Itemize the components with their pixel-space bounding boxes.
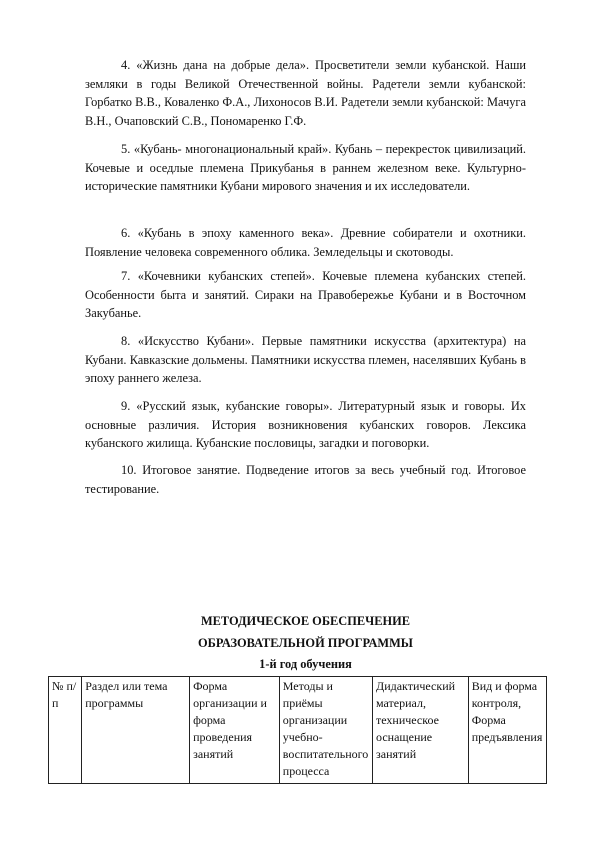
header-cell-number: № п/п [49, 677, 82, 784]
paragraph-title: «Кочевники кубанских степей» [137, 269, 312, 283]
paragraph-8: 8. «Искусство Кубани». Первые памятники искусства (архитектура) на Кубани. Кавказские дольмены. Памятники искусства племен, населявших Кубань в эпоху раннего железа. [85, 334, 527, 386]
year-of-study-label: 1-й год обучения [259, 657, 352, 671]
paragraph-6: 6. «Кубань в эпоху каменного века». Древние собиратели и охотники. Появление человека современного облика. Земледельцы и скотоводы. [85, 226, 526, 259]
header-cell-methods: Методы и приёмы организации учебно-воспитательного процесса [279, 677, 372, 784]
paragraph-title: «Искусство Кубани» [137, 334, 252, 348]
paragraph-title: «Кубань в эпоху каменного века» [137, 226, 331, 240]
section-heading-line2: ОБРАЗОВАТЕЛЬНОЙ ПРОГРАММЫ [198, 636, 413, 650]
paragraph-5: 5. «Кубань- многонациональный край». Кубань – перекресток цивилизаций. Кочевые и оседлые племена Прикубанья в раннем железном веке. Культурно-исторические памятники Кубани мирового значения и их исследователи. [85, 142, 527, 194]
section-heading-line1: МЕТОДИЧЕСКОЕ ОБЕСПЕЧЕНИЕ [200, 614, 411, 628]
paragraph-title: «Русский язык, кубанские говоры» [136, 399, 330, 413]
paragraph-title: «Жизнь дана на добрые дела» [136, 58, 306, 72]
paragraph-title: «Кубань- многонациональный край» [133, 142, 329, 156]
paragraph-7: 7. «Кочевники кубанских степей». Кочевые племена кубанских степей. Особенности быта и занятий. Сираки на Правобережье Кубани и в Восточном Закубанье. [85, 269, 526, 321]
header-cell-materials: Дидактический материал, техническое оснащение занятий [373, 677, 469, 784]
header-cell-form: Форма организации и форма проведения занятий [190, 677, 280, 784]
paragraph-9: 9. «Русский язык, кубанские говоры». Литературный язык и говоры. Их основные различия. История возникновения кубанских говоров. Лексика кубанского жилища. Кубанские пословицы, загадки и поговорки. [85, 399, 527, 451]
header-cell-control: Вид и форма контроля, Форма предъявления [468, 677, 546, 784]
paragraph-4: 4. «Жизнь дана на добрые дела». Просветители земли кубанской. Наши земляки в годы Великой Отечественной войны. Радетели земли кубанской: Горбатко В.В., Коваленко Ф.А., Лихоносов В.И. Радетели земли кубанской: Мачуга В.Н., Очаповский С.В., Пономаренко Г.Ф. [85, 58, 527, 128]
paragraph-10: 10. Итоговое занятие. Подведение итогов за весь учебный год. Итоговое тестирование. [85, 463, 526, 496]
table-header-row [49, 677, 547, 784]
methodology-table [48, 676, 547, 784]
header-cell-section: Раздел или тема программы [82, 677, 190, 784]
